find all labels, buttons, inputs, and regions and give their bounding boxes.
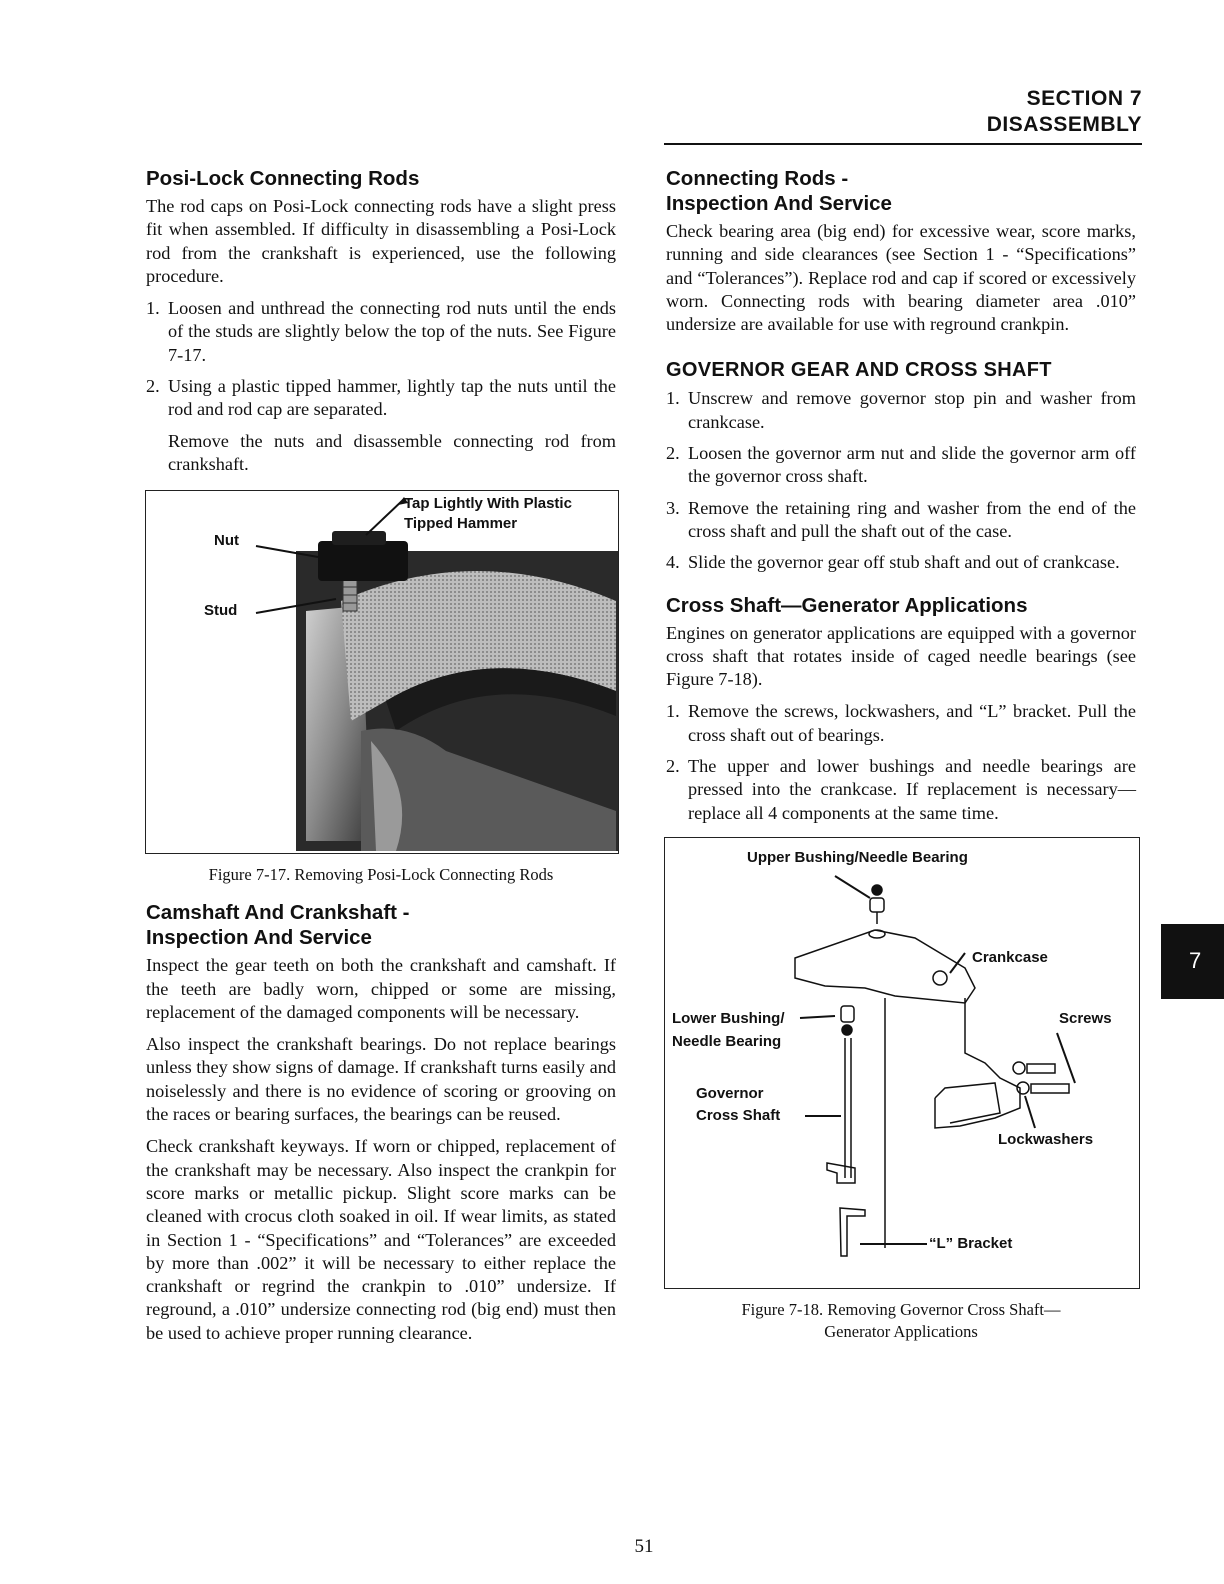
posilock-intro: The rod caps on Posi-Lock connecting rods have a slight press fit when assembled. If difficulty in disassembling a Posi-Lock rod from the crankshaft is experienced, use the following procedure. xyxy=(146,196,616,286)
caption-line-1: Figure 7-18. Removing Governor Cross Shaft— xyxy=(741,1299,1061,1319)
right-column xyxy=(666,166,1136,1343)
step-text: Using a plastic tipped hammer, lightly tap the nuts until the rod and rod cap are separated. xyxy=(168,376,616,420)
governor-cross-shaft-diagram xyxy=(665,838,1141,1290)
governor-steps xyxy=(666,387,1136,574)
camshaft-paragraph-2: Also inspect the crankshaft bearings. Do not replace bearings unless they show signs of damage. If crankshaft turns easily and noiselessly and there is no evidence of scoring or grooving on the races or bearing surfaces, the bearings can be reused. xyxy=(146,1034,616,1125)
camshaft-heading-2: Inspection And Service xyxy=(146,926,372,950)
cross-shaft-heading: Cross Shaft—Generator Applications xyxy=(666,593,1028,617)
section-title: DISASSEMBLY xyxy=(986,113,1142,136)
step-text: Unscrew and remove governor stop pin and washer from crankcase. xyxy=(688,388,1136,432)
step-number: 1. xyxy=(666,388,680,409)
governor-heading: GOVERNOR GEAR AND CROSS SHAFT xyxy=(666,359,1052,382)
step-number: 4. xyxy=(666,552,680,573)
list-item xyxy=(666,700,1136,747)
figure-7-18 xyxy=(664,837,1140,1289)
section-tab: 7 xyxy=(1161,924,1224,999)
upper-leader xyxy=(835,876,870,898)
lockwashers-leader xyxy=(1025,1096,1035,1128)
step-number: 2. xyxy=(666,756,680,777)
section-header xyxy=(987,86,1142,138)
step-number: 3. xyxy=(666,497,680,518)
step-number: 1. xyxy=(146,298,160,319)
tap-leader xyxy=(366,499,404,535)
label-governor-1: Governor xyxy=(696,1084,764,1102)
label-tap-2: Tipped Hammer xyxy=(404,515,518,533)
camshaft-paragraph-1: Inspect the gear teeth on both the crankshaft and camshaft. If the teeth are badly worn, chipped or some are missing, replacement of the damaged components will be necessary. xyxy=(146,955,616,1022)
camshaft-paragraph-3: Check crankshaft keyways. If worn or chipped, replacement of the crankshaft may be necessary. Also inspect the crankpin for score marks or metallic pickup. Slight score marks can be cleaned with crocus cloth soaked in oil. If wear limits, as stated in Section 1 - “Specifications” and “Tolerances” are exceeded by more than .002” it will be necessary to either replace the crankshaft or regrind the crankpin to .010” undersize. If reground, a .010” undersize connecting rod (big end) must then be used to achieve proper running clearance. xyxy=(146,1136,616,1343)
left-column xyxy=(146,166,616,1354)
list-item xyxy=(146,375,616,422)
section-number: SECTION 7 xyxy=(1026,87,1142,110)
label-crankcase: Crankcase xyxy=(972,948,1048,966)
label-upper-bushing: Upper Bushing/Needle Bearing xyxy=(747,848,968,866)
label-stud: Stud xyxy=(204,602,238,620)
step-text: Remove the screws, lockwashers, and “L” bracket. Pull the cross shaft out of bearings. xyxy=(688,701,1136,745)
figure-7-18-caption xyxy=(666,1299,1136,1343)
label-lower-bushing-1: Lower Bushing/ xyxy=(672,1009,785,1027)
upper-needle-bearing xyxy=(872,885,882,895)
header-divider xyxy=(664,143,1142,145)
list-item xyxy=(666,551,1136,574)
posilock-heading: Posi-Lock Connecting Rods xyxy=(146,167,420,190)
step-number: 2. xyxy=(146,376,160,397)
connecting-rods-heading-2: Inspection And Service xyxy=(666,192,892,215)
lower-bushing xyxy=(841,1006,854,1022)
l-bracket xyxy=(840,1208,865,1256)
connecting-rods-paragraph: Check bearing area (big end) for excessive wear, score marks, running and side clearances (see Section 1 - “Specifications” and “Tolerances”). Replace rod and cap if scored or excessively worn. Connecting rods with bearing diameter area .010” undersize are available for use with reground crankpin. xyxy=(666,221,1136,335)
page-number: 51 xyxy=(634,1536,654,1557)
screw-upper xyxy=(1013,1062,1055,1074)
upper-bushing xyxy=(870,898,884,912)
label-screws: Screws xyxy=(1059,1009,1112,1027)
lower-needle-bearing xyxy=(842,1025,852,1035)
connecting-rods-heading-1: Connecting Rods - xyxy=(666,167,849,190)
screws-leader xyxy=(1057,1033,1075,1083)
list-item xyxy=(146,297,616,367)
label-lockwashers: Lockwashers xyxy=(998,1130,1094,1148)
label-l-bracket: “L” Bracket xyxy=(929,1234,1013,1252)
step-number: 2. xyxy=(666,443,680,464)
lower-leader xyxy=(800,1016,835,1018)
nut xyxy=(318,541,408,581)
cross-shaft-steps xyxy=(666,700,1136,824)
label-governor-2: Cross Shaft xyxy=(696,1106,781,1124)
list-item xyxy=(666,387,1136,434)
caption-line-2: Generator Applications xyxy=(824,1321,978,1341)
step-text: Loosen and unthread the connecting rod nuts until the ends of the studs are slightly below the top of the nuts. See Figure 7-17. xyxy=(168,298,616,365)
posilock-steps xyxy=(146,297,616,421)
step-number: 1. xyxy=(666,701,680,722)
step-text: Loosen the governor arm nut and slide the governor arm off the governor cross shaft. xyxy=(688,443,1136,487)
cross-shaft-paragraph: Engines on generator applications are equipped with a governor cross shaft that rotates inside of caged needle bearings (see Figure 7-18). xyxy=(666,622,1136,690)
crankcase-leader xyxy=(950,953,965,973)
camshaft-heading-1: Camshaft And Crankshaft - xyxy=(146,901,410,925)
label-nut: Nut xyxy=(214,532,239,550)
step-text: The upper and lower bushings and needle bearings are pressed into the crankcase. If replacement is necessary—replace all 4 components at the same time. xyxy=(688,756,1136,823)
step-text: Slide the governor gear off stub shaft and out of crankcase. xyxy=(688,552,1120,573)
posilock-followup: Remove the nuts and disassemble connecting rod from crankshaft. xyxy=(168,430,616,474)
label-tap-1: Tap Lightly With Plastic xyxy=(404,495,572,513)
label-lower-bushing-2: Needle Bearing xyxy=(672,1032,782,1050)
list-item xyxy=(666,497,1136,544)
list-item xyxy=(666,442,1136,489)
figure-7-17-caption: Figure 7-17. Removing Posi-Lock Connecting Rods xyxy=(208,865,554,885)
screw-lower xyxy=(1017,1082,1069,1094)
list-item xyxy=(666,755,1136,825)
step-text: Remove the retaining ring and washer from the end of the cross shaft and pull the shaft out of the case. xyxy=(688,497,1136,541)
nut-top xyxy=(332,531,386,545)
crankcase xyxy=(795,930,975,1003)
figure-7-17 xyxy=(145,490,619,854)
